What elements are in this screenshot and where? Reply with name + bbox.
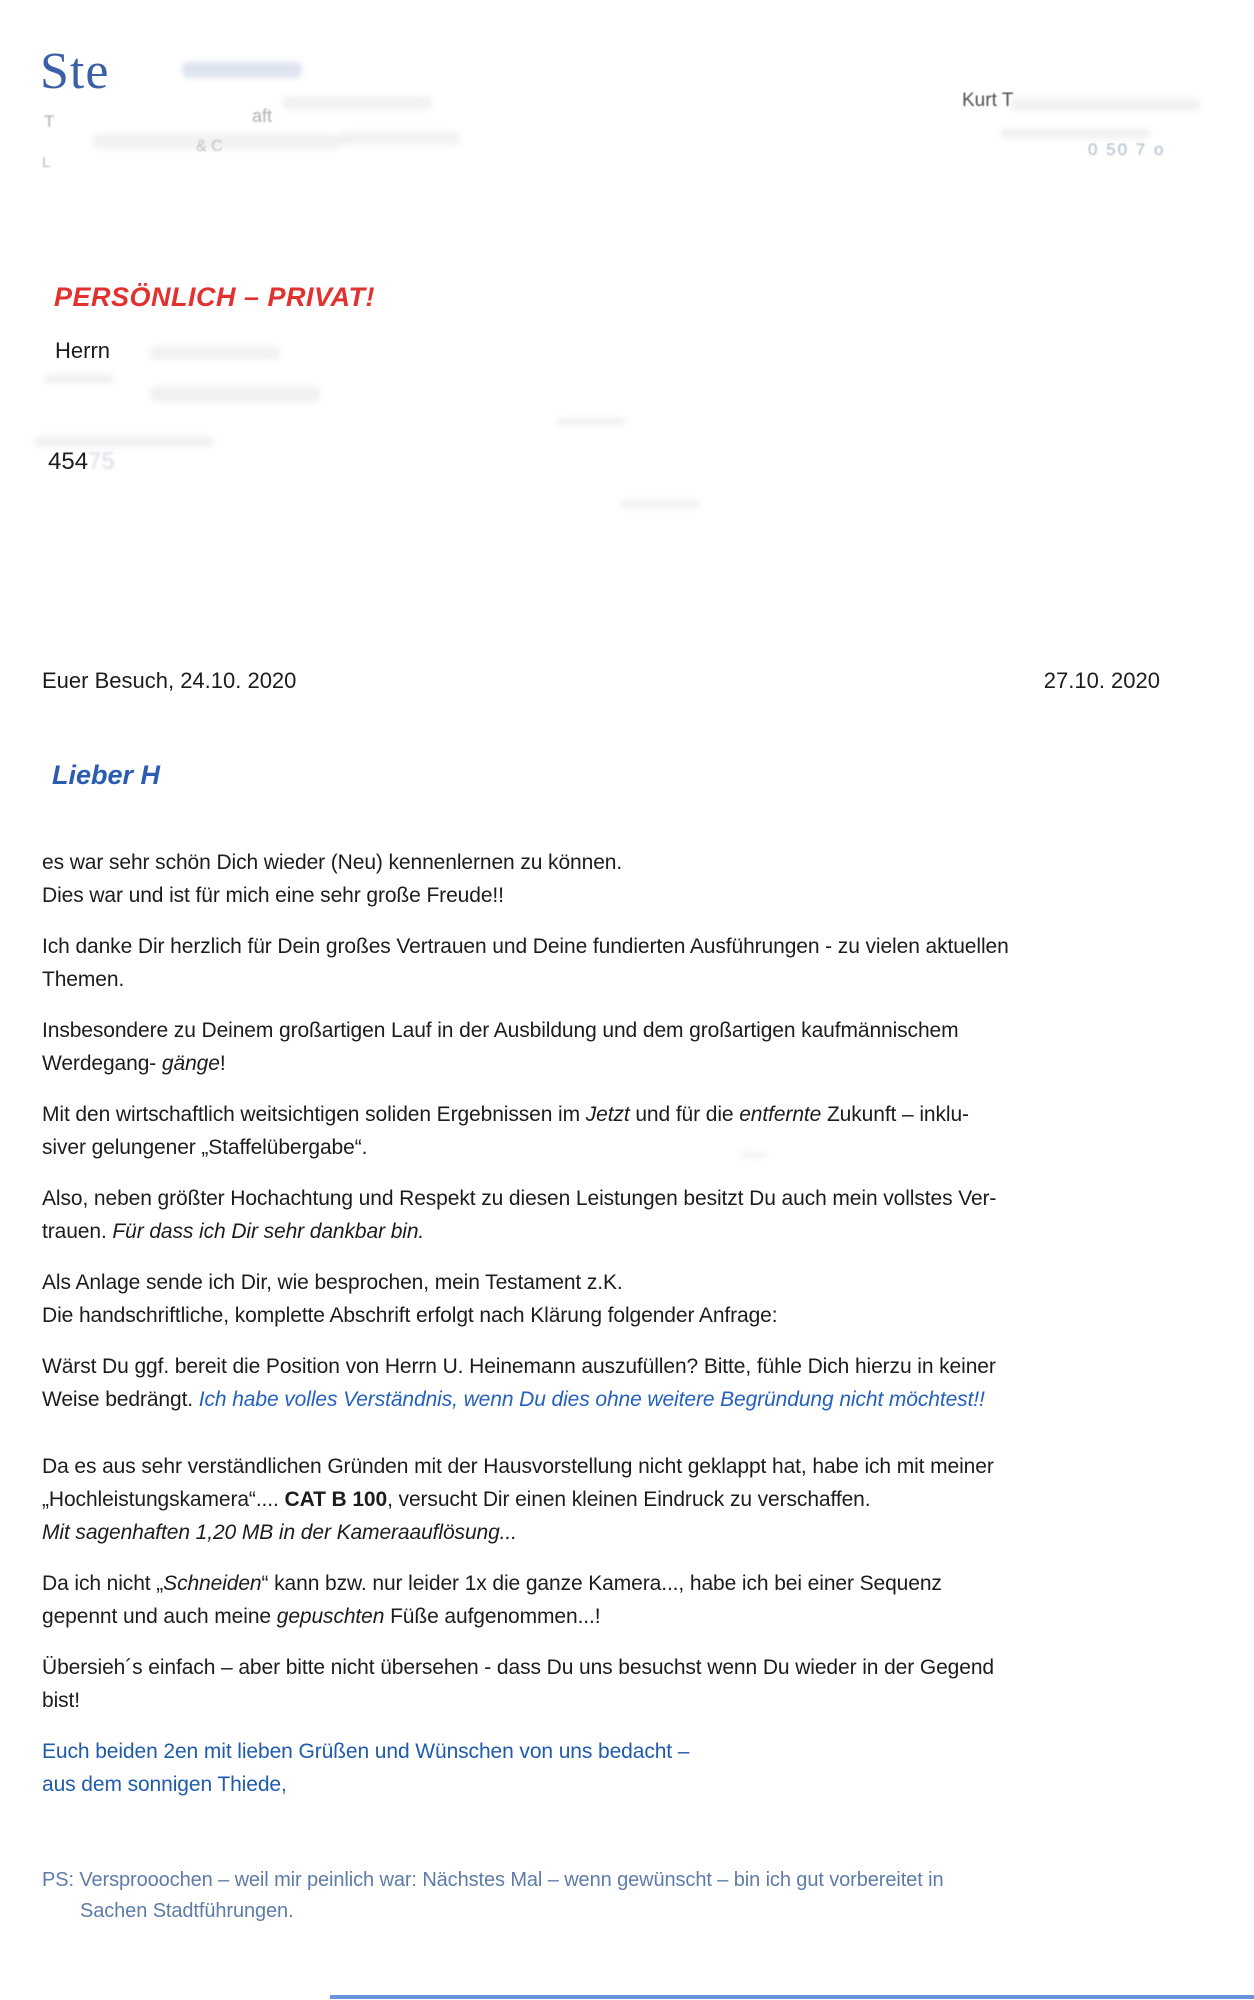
postscript-line: Sachen Stadtführungen. [80, 1900, 294, 1922]
redaction-smudge [1010, 98, 1200, 111]
redaction-smudge [620, 500, 700, 508]
recipient-postal-code [48, 448, 115, 476]
body-paragraph: Wärst Du ggf. bereit die Position von Herrn U. Heinemann auszufüllen? Bitte, fühle Dich hierzu in keiner Weise bedrängt. Ich habe volles Verständnis, wenn Du dies ohne weitere Begründung nicht möchtest!! [42, 1355, 996, 1411]
letter-body [42, 846, 1242, 1927]
body-paragraph: Also, neben größter Hochachtung und Respekt zu diesen Leistungen besitzt Du auch mein vollstes Ver- trauen. Für dass ich Dir sehr dankbar bin. [42, 1187, 997, 1243]
body-paragraph: Übersieh´s einfach – aber bitte nicht übersehen - dass Du uns besuchst wenn Du wieder in der Gegend bist! [42, 1656, 994, 1712]
redaction-smudge [150, 346, 280, 360]
company-logo-text: Ste [40, 43, 110, 100]
redaction-smudge [282, 96, 432, 110]
privacy-notice: PERSÖNLICH – PRIVAT! [54, 282, 376, 312]
letterhead-faded-fragment: aft [252, 106, 273, 126]
greeting-line: Lieber H [52, 760, 161, 790]
redaction-smudge [92, 134, 342, 149]
letter-date: 27.10. 2020 [1043, 668, 1160, 693]
letterhead-faded-fragment: L [42, 154, 51, 171]
redaction-smudge [1000, 128, 1150, 139]
postscript [42, 1865, 1242, 1927]
redaction-smudge [34, 436, 214, 447]
redaction-smudge [556, 418, 626, 426]
body-paragraph: Insbesondere zu Deinem großartigen Lauf in der Ausbildung und dem großartigen kaufmännischem Werdegang- gänge! [42, 1019, 959, 1075]
sender-phone-fragment: 0 50 7 o [1088, 140, 1166, 159]
postscript-line: PS: Versprooochen – weil mir peinlich war: Nächstes Mal – wenn gewünscht – bin ich gut vorbereitet in [42, 1869, 944, 1891]
redaction-smudge [182, 62, 302, 78]
redaction-smudge [44, 374, 114, 384]
sender-name-fragment: Kurt T [962, 90, 1014, 111]
letterhead-faded-fragment: & C [196, 138, 223, 155]
body-paragraph: Da ich nicht „Schneiden“ kann bzw. nur leider 1x die ganze Kamera..., habe ich bei einer Sequenz gepennt und auch meine gepuschten Füße aufgenommen...! [42, 1572, 942, 1628]
redaction-smudge [150, 386, 320, 402]
letterhead-faded-fragment: T [44, 112, 55, 131]
reference-row [42, 668, 1160, 694]
body-paragraph: es war sehr schön Dich wieder (Neu) kennenlernen zu können. Dies war und ist für mich eine sehr große Freude!! [42, 851, 623, 907]
body-paragraph: Da es aus sehr verständlichen Gründen mit der Hausvorstellung nicht geklappt hat, habe ich mit meiner „Hochleistungskamera“.... CAT B 100, versucht Dir einen kleinen Eindruck zu verschaffen. Mit sagenhaften 1,20 MB in der Kameraauflösung... [42, 1455, 994, 1544]
closing-paragraph: Euch beiden 2en mit lieben Grüßen und Wünschen von uns bedacht – aus dem sonnigen Thiede, [42, 1740, 690, 1796]
postal-code-faded: 75 [88, 448, 115, 475]
body-paragraph: Ich danke Dir herzlich für Dein großes Vertrauen und Deine fundierten Ausführungen - zu vielen aktuellen Themen. [42, 935, 1009, 991]
subject-line: Euer Besuch, 24.10. 2020 [42, 668, 297, 693]
postal-code-visible: 454 [48, 448, 89, 475]
recipient-title: Herrn [55, 338, 111, 363]
body-paragraph: Mit den wirtschaftlich weitsichtigen soliden Ergebnissen im Jetzt und für die entfernte Zukunft – inklu- siver gelungener „Staffelübergabe“. [42, 1103, 969, 1159]
footer-rule [330, 1995, 1254, 1999]
body-paragraph: Als Anlage sende ich Dir, wie besprochen, mein Testament z.K. Die handschriftliche, komplette Abschrift erfolgt nach Klärung folgender Anfrage: [42, 1271, 778, 1327]
redaction-smudge [340, 132, 460, 145]
